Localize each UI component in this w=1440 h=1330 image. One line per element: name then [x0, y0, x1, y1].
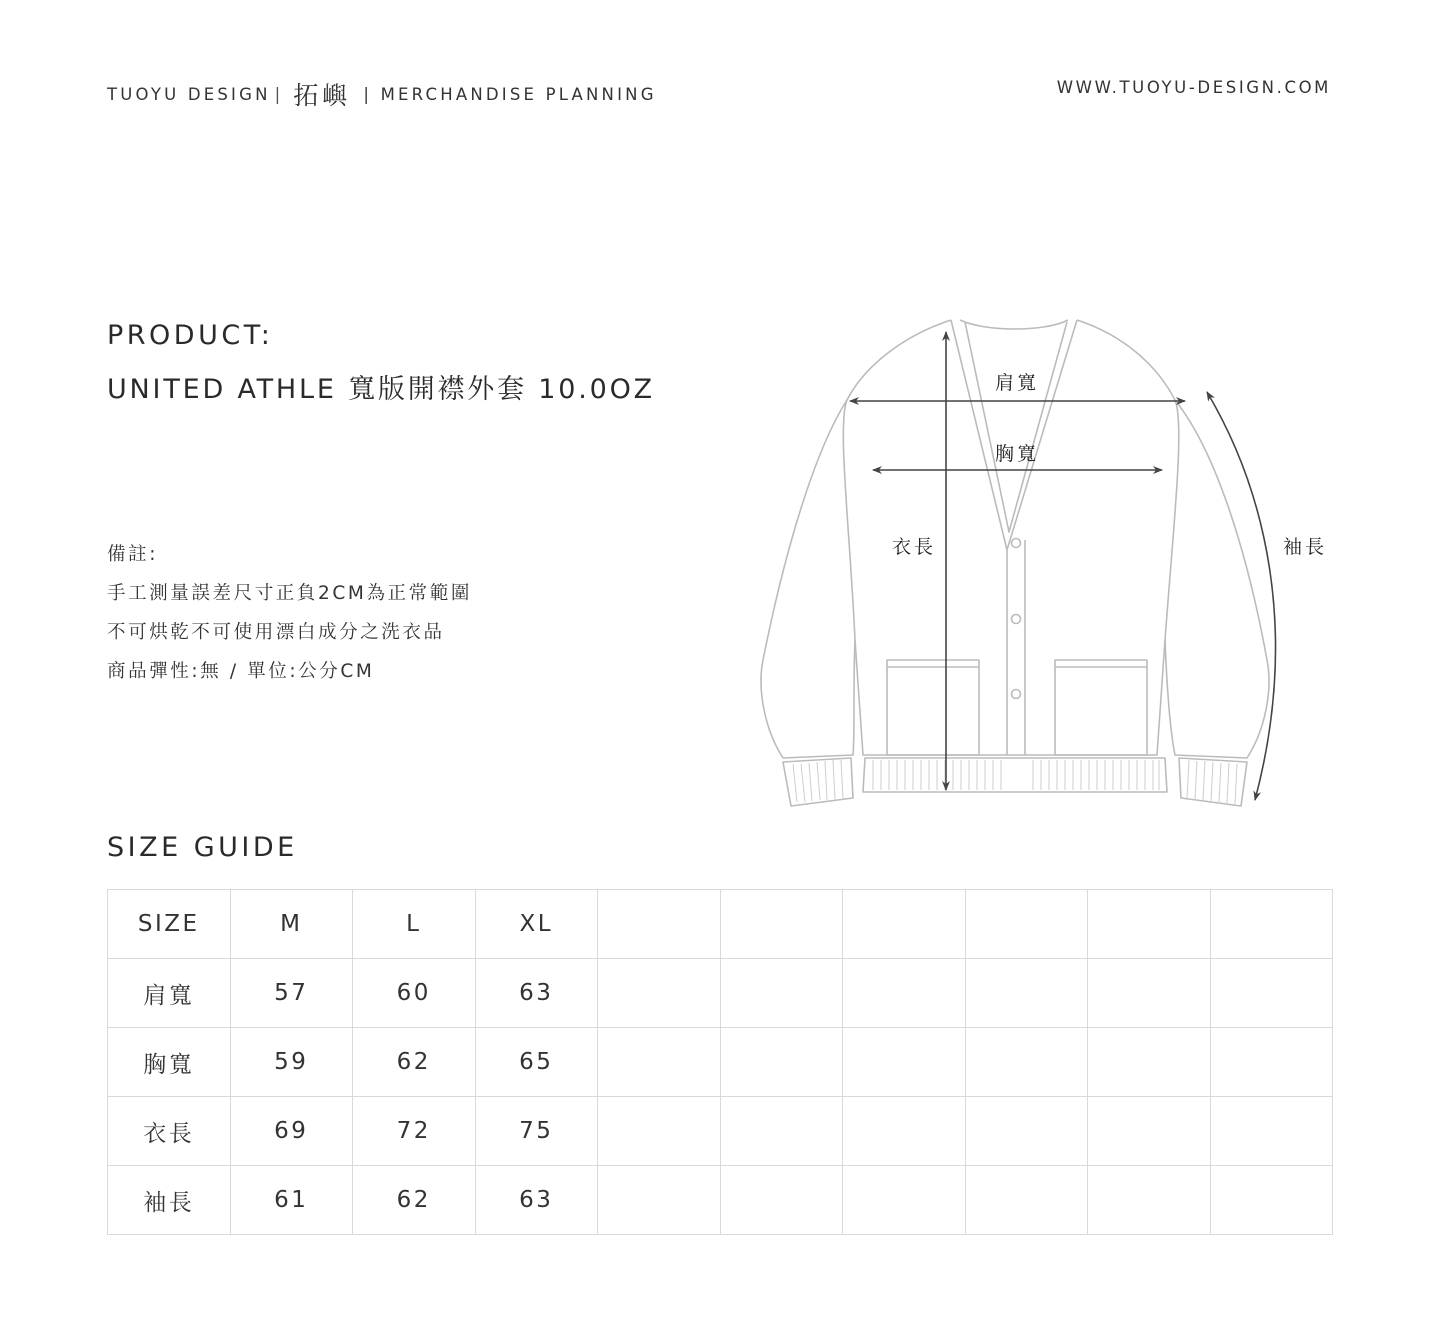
table-cell: 胸寬	[108, 1028, 231, 1097]
table-cell	[843, 959, 966, 1028]
table-row	[108, 1028, 1333, 1097]
table-cell	[720, 1097, 843, 1166]
table-header-cell: M	[230, 890, 353, 959]
table-cell: 63	[475, 959, 598, 1028]
brand-block	[107, 76, 657, 112]
table-cell: 57	[230, 959, 353, 1028]
table-cell	[965, 1166, 1088, 1235]
table-cell: 袖長	[108, 1166, 231, 1235]
table-header-row	[108, 890, 1333, 959]
table-header-cell	[843, 890, 966, 959]
table-cell	[1088, 959, 1211, 1028]
website-link[interactable]: WWW.TUOYU-DESIGN.COM	[1056, 78, 1331, 97]
table-cell: 60	[353, 959, 476, 1028]
table-cell	[1210, 1166, 1333, 1235]
table-cell	[598, 1028, 721, 1097]
table-header-cell	[965, 890, 1088, 959]
table-cell: 肩寬	[108, 959, 231, 1028]
notes-title: 備註:	[107, 544, 159, 565]
sleeve-label: 袖長	[1283, 536, 1328, 558]
table-cell	[1210, 1097, 1333, 1166]
table-cell	[598, 1166, 721, 1235]
length-label: 衣長	[892, 536, 937, 558]
table-header-cell	[720, 890, 843, 959]
chest-label: 胸寬	[995, 443, 1040, 465]
table-cell	[1088, 1166, 1211, 1235]
table-cell: 61	[230, 1166, 353, 1235]
right-sleeve	[1165, 400, 1269, 758]
table-header-cell: SIZE	[108, 890, 231, 959]
table-cell	[965, 1097, 1088, 1166]
left-pocket	[887, 660, 979, 755]
table-cell: 63	[475, 1166, 598, 1235]
table-row	[108, 1166, 1333, 1235]
table-header-cell	[598, 890, 721, 959]
table-cell	[1088, 1097, 1211, 1166]
table-cell: 72	[353, 1097, 476, 1166]
shoulder-label: 肩寬	[995, 372, 1040, 394]
table-cell	[720, 1028, 843, 1097]
brand-logo: 拓嶼	[293, 81, 352, 110]
table-cell: 65	[475, 1028, 598, 1097]
table-cell	[843, 1028, 966, 1097]
table-cell: 59	[230, 1028, 353, 1097]
table-cell: 62	[353, 1166, 476, 1235]
sleeve-arrow	[1207, 392, 1275, 800]
table-cell	[843, 1097, 966, 1166]
size-guide-title: SIZE GUIDE	[107, 832, 298, 863]
table-cell	[598, 1097, 721, 1166]
brand-name: TUOYU DESIGN	[107, 84, 271, 104]
table-cell: 衣長	[108, 1097, 231, 1166]
brand-separator: |	[274, 84, 284, 104]
page-header	[107, 76, 1331, 110]
right-pocket	[1055, 660, 1147, 755]
table-cell: 62	[353, 1028, 476, 1097]
brand-tagline: | MERCHANDISE PLANNING	[363, 84, 657, 104]
table-row	[108, 1097, 1333, 1166]
table-cell	[843, 1166, 966, 1235]
left-sleeve	[761, 400, 855, 758]
table-cell	[598, 959, 721, 1028]
table-cell: 75	[475, 1097, 598, 1166]
notes-block	[107, 542, 472, 698]
table-cell	[1210, 959, 1333, 1028]
table-header-cell: XL	[475, 890, 598, 959]
table-header-cell: L	[353, 890, 476, 959]
notes-line: 商品彈性:無 / 單位:公分CM	[107, 661, 375, 682]
table-header-cell	[1088, 890, 1211, 959]
table-cell	[720, 1166, 843, 1235]
table-cell	[1210, 1028, 1333, 1097]
table-header-cell	[1210, 890, 1333, 959]
table-cell	[965, 959, 1088, 1028]
size-table	[107, 889, 1333, 1235]
table-cell: 69	[230, 1097, 353, 1166]
notes-line: 不可烘乾不可使用漂白成分之洗衣品	[107, 622, 445, 643]
table-cell	[720, 959, 843, 1028]
product-label: PRODUCT:	[107, 320, 274, 351]
product-name: UNITED ATHLE 寬版開襟外套 10.0OZ	[107, 374, 655, 405]
table-row	[108, 959, 1333, 1028]
table-cell	[1088, 1028, 1211, 1097]
table-cell	[965, 1028, 1088, 1097]
notes-line: 手工測量誤差尺寸正負2CM為正常範圍	[107, 583, 472, 604]
